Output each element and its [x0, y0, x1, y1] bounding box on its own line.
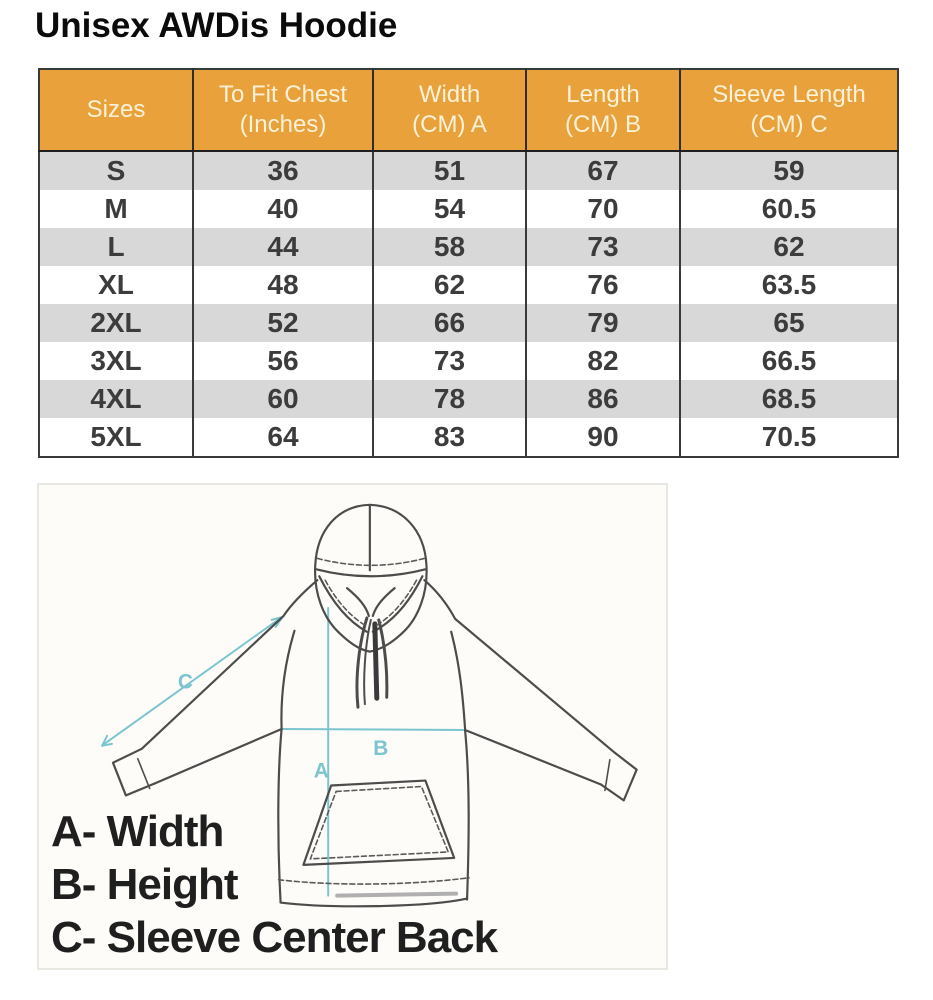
- size-cell: XL: [98, 269, 134, 300]
- measure-label-b: B: [373, 736, 389, 760]
- table-row: [39, 151, 898, 190]
- sleeve-left-top: [142, 580, 318, 749]
- drawstring-right: [379, 620, 387, 697]
- size-cell: 2XL: [90, 307, 142, 338]
- value-cell: 56: [193, 342, 373, 380]
- column-header-width: Width (CM) A: [373, 69, 526, 151]
- cuff-left: [113, 749, 155, 796]
- size-cell: 4XL: [90, 383, 142, 414]
- value-cell: 70: [526, 190, 680, 228]
- hood-lining-left: [325, 580, 366, 626]
- sleeve-right-underside: [465, 730, 601, 785]
- collar-left: [347, 588, 369, 616]
- measurement-legend: [51, 805, 497, 964]
- hoodie-measurement-diagram: [37, 483, 668, 970]
- cuff-left-rib: [138, 759, 150, 789]
- size-chart-body: [39, 151, 898, 457]
- value-cell: 83: [373, 418, 526, 457]
- value-cell: 62: [680, 228, 898, 266]
- value-cell: 73: [373, 342, 526, 380]
- column-header-length: Length (CM) B: [526, 69, 680, 151]
- value-cell: 62: [373, 266, 526, 304]
- legend-line-a: A- Width: [51, 807, 224, 856]
- legend-line-b: B- Height: [51, 860, 238, 909]
- value-cell: 63.5: [680, 266, 898, 304]
- cuff-right-rib: [605, 760, 610, 791]
- value-cell: 48: [193, 266, 373, 304]
- collar-right: [373, 588, 395, 616]
- measure-label-a: A: [313, 759, 329, 783]
- value-cell: 60.5: [680, 190, 898, 228]
- value-cell: 67: [526, 151, 680, 190]
- value-cell: 52: [193, 304, 373, 342]
- size-cell: L: [107, 231, 125, 262]
- size-cell: 5XL: [90, 421, 142, 452]
- table-row: [39, 190, 898, 228]
- value-cell: 70.5: [680, 418, 898, 457]
- value-cell: 54: [373, 190, 526, 228]
- value-cell: 79: [526, 304, 680, 342]
- drawstring-left-inner: [364, 620, 371, 704]
- value-cell: 66: [373, 304, 526, 342]
- legend-line-c: C- Sleeve Center Back: [51, 913, 498, 962]
- table-row: [39, 266, 898, 304]
- value-cell: 76: [526, 266, 680, 304]
- hood-opening-left: [319, 576, 367, 632]
- table-row: [39, 304, 898, 342]
- column-header-sleeve: Sleeve Length (CM) C: [680, 69, 898, 151]
- measure-label-c: C: [177, 670, 193, 694]
- sleeve-left-underside: [155, 729, 282, 784]
- value-cell: 73: [526, 228, 680, 266]
- size-cell: S: [106, 155, 126, 186]
- value-cell: 65: [680, 304, 898, 342]
- column-header-chest: To Fit Chest (Inches): [193, 69, 373, 151]
- value-cell: 66.5: [680, 342, 898, 380]
- value-cell: 86: [526, 380, 680, 418]
- value-cell: 78: [373, 380, 526, 418]
- size-cell: 3XL: [90, 345, 142, 376]
- hood-lining-right: [376, 580, 417, 626]
- value-cell: 36: [193, 151, 373, 190]
- value-cell: 68.5: [680, 380, 898, 418]
- horizontal-measure-line: [282, 729, 465, 730]
- value-cell: 51: [373, 151, 526, 190]
- cuff-right: [601, 753, 637, 801]
- table-row: [39, 418, 898, 457]
- drawstring-center: [375, 624, 377, 698]
- page-title: Unisex AWDis Hoodie: [35, 6, 398, 45]
- armhole-seam-left: [281, 631, 294, 728]
- size-cell: M: [104, 193, 128, 224]
- table-row: [39, 228, 898, 266]
- value-cell: 64: [193, 418, 373, 457]
- value-cell: 40: [193, 190, 373, 228]
- table-row: [39, 342, 898, 380]
- value-cell: 58: [373, 228, 526, 266]
- header-row: [39, 69, 898, 151]
- table-row: [39, 380, 898, 418]
- value-cell: 90: [526, 418, 680, 457]
- size-chart-table: [38, 68, 899, 458]
- value-cell: 59: [680, 151, 898, 190]
- value-cell: 82: [526, 342, 680, 380]
- armhole-seam-right: [451, 632, 465, 729]
- sleeve-right-top: [424, 580, 614, 753]
- value-cell: 44: [193, 228, 373, 266]
- column-header-sizes: Sizes: [39, 69, 193, 151]
- value-cell: 60: [193, 380, 373, 418]
